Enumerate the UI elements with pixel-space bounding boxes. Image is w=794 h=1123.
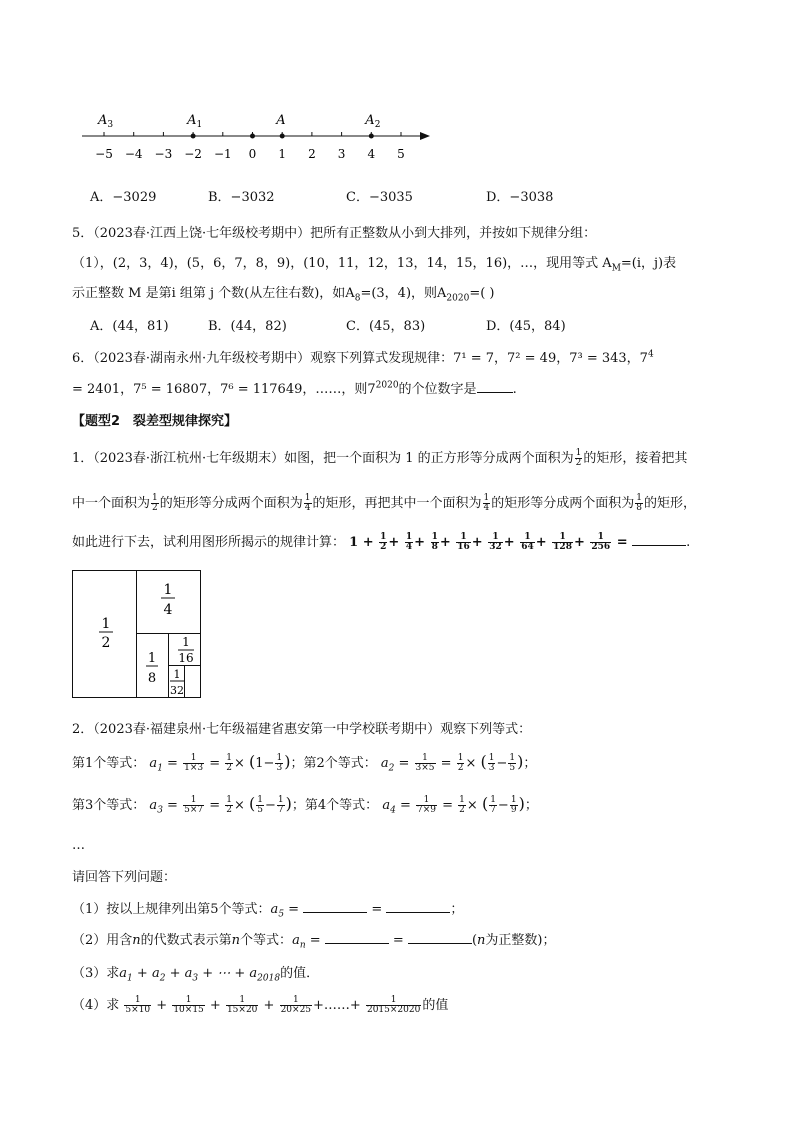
p2-text-c: 个等式： [240,933,293,948]
t2q1-text-2e: 的矩形， [644,496,697,511]
t2q1-line3 [72,531,690,552]
p4-text-a: （4）求 [72,998,120,1013]
paren-open: ( [481,794,489,813]
sum-term-2 [379,533,387,552]
point-dot [280,134,285,139]
frac-num: 1 [257,795,264,805]
tick-label: 0 [248,147,257,161]
fraction-half [575,449,583,468]
frac-num: 1 [124,996,151,1006]
sum-term-4 [405,533,413,552]
eq3-half [225,796,233,815]
frac-num: 1 [405,532,413,542]
q6-line1 [72,347,654,366]
plus-sign: + [573,535,585,550]
p4-text-c: 的值 [422,998,449,1013]
label-eighth-den: 8 [147,671,157,686]
frac-num: 1 [276,753,283,763]
q5-line2-end: =(i，j)表 [620,256,677,271]
q5-sub-8: 8 [354,293,361,304]
p3-text-b: 的值． [280,966,320,981]
q6-line2 [72,378,517,397]
frac-num: 1 [152,493,158,503]
q6-powers: 7¹ = 7，7² = 49，7³ = 343，7 [453,351,648,366]
frac-num: 1 [636,493,642,503]
p4-term-2 [172,996,204,1015]
fraction-quarter [304,494,312,513]
tick-label: 4 [367,147,376,161]
eq4-frac [416,796,437,815]
q6-stem: 6．（2023春·湖南永州·九年级校考期中）观察下列算式发现规律： [72,351,454,366]
plus-sign: + [388,535,400,550]
point-label: $A_2$ [365,113,381,130]
frac-den: 15×20 [226,1005,258,1015]
q5-line3-mid: =(3，4)，则A [360,286,447,301]
q4-option-d[interactable]: D．−3038 [486,190,554,205]
sum-term-256 [590,533,611,552]
q5-sequence [72,252,676,274]
eq2-b [508,754,516,773]
paren-close: ) [285,794,292,813]
t2q2-eq-row-2: 第3个等式： $a_3$ = $\frac{1}{5\times 7}$ = $\frac{1}{2}$ × ( $\frac{1}{5}$ − $\frac{1}{7}$ )；第4个等式： $a_4$ = $\frac{1}{7\times 9}$ = $\frac{1}{2}$ × ( $\frac{1}{7}$ − $\frac{1}{9}$ )； [72,794,538,816]
p2-text-e: 为正整数)； [485,933,556,948]
eq4-label: ；第4个等式： [291,798,379,813]
frac-den: 1×3 [184,763,204,773]
frac-den: 10×15 [173,1005,204,1015]
frac-den: 4 [483,503,490,513]
t2q2-ask: 请回答下列问题： [72,870,177,885]
p4-term-1 [124,996,151,1015]
p1-blank-1[interactable] [303,911,367,913]
sum-term-8 [431,533,439,552]
q4-option-c[interactable]: C．−3035 [346,190,413,205]
tick-label: −1 [213,147,232,161]
frac-num: 1 [226,996,258,1006]
plus-sign: + [414,535,426,550]
eq1-third [275,754,283,773]
frac-den: 4 [405,542,413,552]
q6-period: . [512,382,517,397]
q6-exp4: 4 [647,349,654,360]
t2q1-text-2a: 中一个面积为 [72,496,151,511]
q5-option-c[interactable]: C．(45，83) [346,319,426,334]
frac-den: 20×25 [280,1005,312,1015]
fraction-half [151,494,159,513]
t2q2-part1: （1）按以上规律列出第5个等式：$a_5$ = = ； [72,902,464,920]
eq1-lhs: $a_1$ [149,756,163,774]
frac-num: 1 [183,796,204,806]
q5-sub-2020: 2020 [446,293,470,304]
label-sixteenth-den: 16 [178,651,194,665]
sum-expression [349,532,632,552]
frac-den: 32 [489,542,502,552]
frac-den: 7 [490,805,496,815]
point-dot [191,134,196,139]
frac-den: 4 [304,503,311,513]
var-n: n [231,933,241,948]
frac-den: 5 [509,763,516,773]
point-label: A [276,113,286,128]
paren-close: ) [517,752,524,771]
t2q2-ellipsis: … [72,838,85,853]
eq4-a [489,796,497,815]
plus-sign: + [471,535,483,550]
frac-den: 64 [521,542,534,552]
sum-term-64 [520,533,535,552]
p2-text-d: ( [471,933,478,948]
fraction-eighth [635,494,643,513]
t2q2-stem: 2．（2023春·福建泉州·七年级福建省惠安第一中学校联考期中）观察下列等式： [72,722,532,737]
p2-blank-1[interactable] [325,942,389,944]
q5-option-d[interactable]: D．(45，84) [486,319,566,334]
t2q2-eq-row-1: 第1个等式： $a_1$ = $\frac{1}{1\times 3}$ = $\frac{1}{2}$ × (1− $\frac{1}{3}$ )；第2个等式： $a_2$ = $\frac{1}{3\times 5}$ = $\frac{1}{2}$ × ( $\frac{1}{3}$ − $\frac{1}{5}$ )； [72,752,537,774]
frac-num: 1 [488,533,503,543]
eq4-b [510,796,518,815]
frac-den: 2 [226,763,232,773]
p1-end: ； [450,902,464,917]
frac-den: 5×7 [184,805,204,815]
frac-den: 2 [459,805,465,815]
frac-den: 8 [431,542,438,552]
frac-num: 1 [552,533,573,543]
number-line-figure [80,108,440,168]
label-half-num: 1 [101,616,111,632]
paren-open: ( [249,794,256,813]
q6-question: 的个位数字是 [398,382,477,397]
plus-sign: + [503,535,515,550]
frac-num: 1 [226,753,232,763]
frac-den: 7×9 [417,805,436,815]
eq-semicolon: ； [524,798,538,813]
frac-num: 1 [488,753,495,763]
p3-text-a: （3）求 [72,966,120,981]
frac-num: 1 [380,532,387,542]
frac-den: 3 [276,763,283,773]
frac-num: 1 [277,795,284,805]
sum-series: $a_1 + a_2 + a_3$ + ⋯ + $a_{2018}$ [119,966,281,984]
p4-text-b: +……+ [313,998,361,1013]
q5-line3-end: =( ) [469,286,495,301]
frac-num: 1 [575,448,582,458]
q4-option-a[interactable]: A．−3029 [90,190,157,205]
p1-text: （1）按以上规律列出第5个等式： [72,902,271,917]
a5-lhs: $a_5$ [270,902,285,920]
tick-label: 1 [278,147,287,161]
eq3-b [277,796,285,815]
frac-den: 2 [457,763,464,773]
p4-term-3 [226,996,258,1015]
frac-num: 1 [456,533,471,543]
q6-answer-blank[interactable] [477,391,513,393]
tick-label: 5 [397,147,405,161]
frac-den: 2 [226,805,232,815]
plus-sign: + [439,535,451,550]
point-label: $A_3$ [98,113,114,130]
label-sixteenth-num: 1 [182,635,190,649]
frac-num: 1 [416,796,437,806]
plus-sign: + [535,535,547,550]
fraction-quarter [483,494,491,513]
sum-term-16 [456,533,471,552]
eq1-label: 第1个等式： [72,756,146,771]
eq2-frac [415,754,436,773]
sum-one: 1 + [349,535,374,550]
t2q1-line1 [72,447,687,468]
point-label: $A_1$ [187,113,203,130]
q5-line1: 5．（2023春·江西上饶·七年级校考期中）把所有正整数从小到大排列，并按如下规律分组： [72,226,597,241]
frac-num: 1 [431,532,438,542]
frac-den: 9 [510,805,517,815]
paren-open: ( [480,752,487,771]
label-quarter-den: 4 [163,602,173,618]
paren-close: ) [284,752,291,771]
an-lhs: $a_n$ [292,933,306,951]
eq3-frac [183,796,204,815]
frac-den: 128 [553,542,572,552]
frac-den: 2 [380,542,387,552]
eq2-label: ；第2个等式： [290,756,377,771]
frac-num: 1 [510,795,517,805]
frac-num: 1 [483,493,490,503]
sum-term-32 [488,533,503,552]
frac-den: 3 [488,763,495,773]
frac-den: 5 [257,805,264,815]
t2q2-part3 [72,962,319,984]
label-thirtysecond-num: 1 [173,668,181,681]
frac-num: 1 [366,996,421,1006]
p2-text-a: （2）用含 [72,933,133,948]
q5-line2: （1），(2，3，4)，(5，6，7，8，9)，(10，11，12，13，14，15，16)，…，现用等式 A [72,256,612,271]
frac-den: 16 [457,542,470,552]
var-n: n [477,933,486,948]
frac-den: 8 [636,503,642,513]
q5-line3: 示正整数 M 是第i 组第 j 个数(从左往右数)，如A [72,286,355,301]
q5-sub-m: M [611,263,621,274]
eq2-lhs: $a_2$ [380,756,395,774]
tick-label: −3 [154,147,173,161]
frac-num: 1 [183,754,204,764]
eq4-lhs: $a_4$ [382,798,396,816]
eq2-half [457,754,465,773]
frac-num: 1 [415,754,436,764]
frac-num: 1 [304,493,311,503]
q5-stem [72,222,596,241]
eq3-a [256,796,264,815]
label-half-den: 2 [101,635,111,651]
p2-text-b: 的代数式表示第 [140,933,232,948]
t2q1-text-2d: 的矩形等分成两个面积为 [491,496,635,511]
label-quarter-num: 1 [163,582,173,598]
frac-num: 1 [457,753,464,763]
eq3-lhs: $a_3$ [149,798,163,816]
t2q2-part2: （2）用含n的代数式表示第n个等式：$a_n$ = = (n为正整数)； [72,933,556,951]
p4-term-4 [280,996,312,1015]
frac-den: 2 [152,503,158,513]
t2q1-line2 [72,492,696,513]
frac-den: 3×5 [415,763,435,773]
tick-label: 3 [337,147,346,161]
q5-definition [72,282,494,304]
label-eighth-num: 1 [147,651,157,666]
sum-term-128 [552,533,573,552]
tick-label: −5 [95,147,113,161]
eq2-a [488,754,496,773]
t2q1-text-2c: 的矩形，再把其中一个面积为 [312,496,482,511]
frac-num: 1 [590,533,611,543]
frac-num: 1 [520,533,535,543]
t2q1-text-3a: 如此进行下去，试利用图形所揭示的规律计算： [72,535,346,550]
frac-num: 1 [509,753,516,763]
frac-num: 1 [280,996,312,1006]
paren-open: ( [249,752,256,771]
eq1-frac [183,754,204,773]
q5-option-a[interactable]: A．(44，81) [90,319,169,334]
eq3-label: 第3个等式： [72,798,146,813]
arrow-head-icon [420,132,430,140]
frac-den: 2 [575,458,582,468]
t2q1-period: . [686,535,691,550]
tick-label: −4 [124,147,143,161]
paren-close: ) [518,794,525,813]
t2q1-answer-blank[interactable] [632,544,686,546]
square-division-figure [72,570,202,700]
p2-blank-2[interactable] [408,942,472,944]
p1-blank-2[interactable] [386,911,450,913]
frac-num: 1 [490,795,496,805]
p4-term-last [366,996,421,1015]
var-n: n [132,933,141,948]
frac-den: 5×10 [125,1005,151,1015]
eq1-half [225,754,233,773]
label-thirtysecond-den: 32 [170,684,184,697]
topic-heading: 【题型2 裂差型规律探究】 [72,414,238,429]
frac-den: 256 [591,542,611,552]
q5-option-b[interactable]: B．(44，82) [208,319,287,334]
frac-num: 1 [172,996,204,1006]
t2q1-text-1a: 1．（2023春·浙江杭州·七年级期末）如图，把一个面积为 1 的正方形等分成两个面积为 [72,451,574,466]
q6-powers-2: = 2401，7⁵ = 16807，7⁶ = 117649，……，则7 [72,382,376,397]
tick-label: 2 [308,147,316,161]
q4-option-b[interactable]: B．−3032 [208,190,275,205]
eq-semicolon: ； [523,756,537,771]
frac-num: 1 [459,795,465,805]
t2q1-text-1b: 的矩形，接着把其 [583,451,688,466]
t2q2-part4: （4）求 $\frac{1}{5\times 10}$ + $\frac{1}{10\times 15}$ + $\frac{1}{15\times 20}$ + $\frac{1}{20\times 25}$ +……+ $\frac{1}{2015\times 2020}$ 的值 [72,995,449,1015]
equals-sign: = [616,535,628,550]
frac-den: 7 [277,805,284,815]
frac-num: 1 [226,795,232,805]
point-dot [250,134,255,139]
q6-exp2020: 2020 [375,380,399,391]
tick-label: −2 [184,147,202,161]
frac-den: 2015×2020 [366,1005,421,1015]
eq4-half [458,796,466,815]
point-dot [369,134,374,139]
t2q1-text-2b: 的矩形等分成两个面积为 [159,496,303,511]
